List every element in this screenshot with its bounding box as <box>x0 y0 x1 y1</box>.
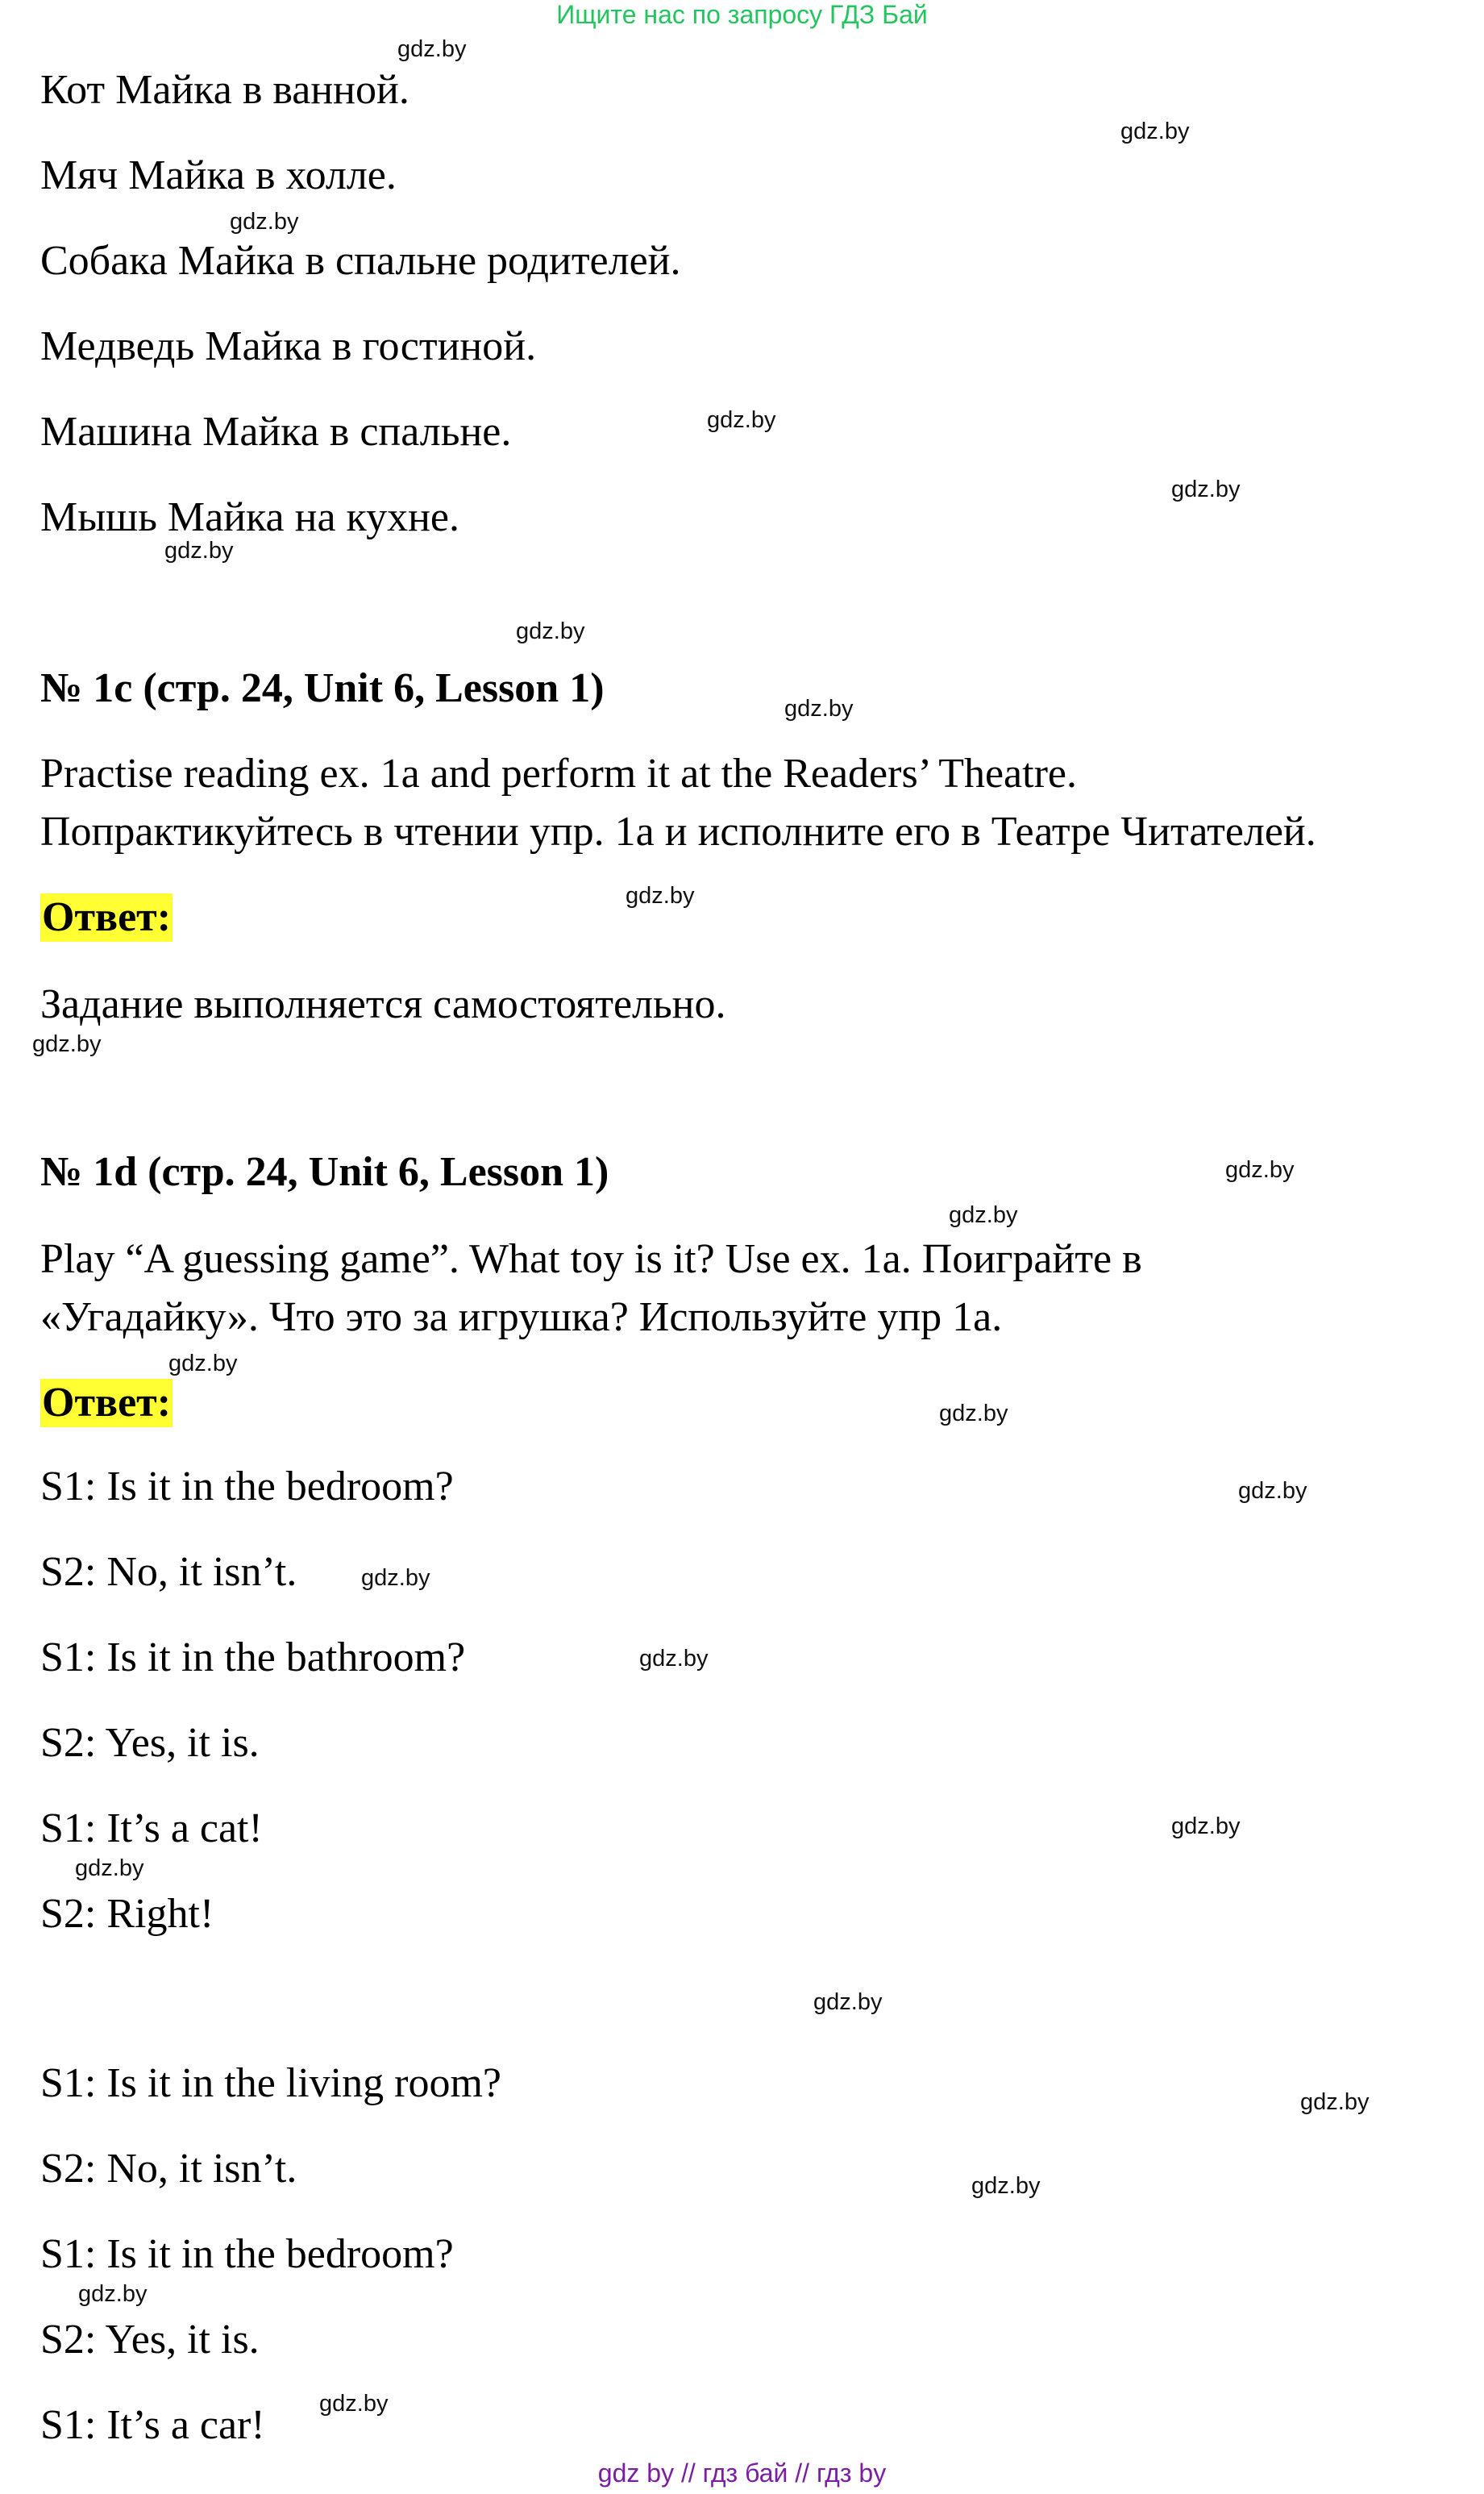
dialogue-line: S2: No, it isn’t. <box>40 2146 297 2192</box>
intro-line: Собака Майка в спальне родителей. <box>40 238 681 284</box>
watermark: gdz.by <box>361 1565 430 1591</box>
intro-line: Медведь Майка в гостиной. <box>40 323 537 369</box>
watermark: gdz.by <box>1225 1157 1295 1183</box>
watermark: gdz.by <box>707 407 776 433</box>
watermark: gdz.by <box>516 618 585 644</box>
dialogue-line: S2: Right! <box>40 1891 214 1937</box>
exercise-1c-task-ru: Попрактикуйтесь в чтении упр. 1а и исполните его в Театре Читателей. <box>40 809 1316 855</box>
watermark: gdz.by <box>32 1031 102 1057</box>
watermark: gdz.by <box>1238 1478 1307 1504</box>
watermark: gdz.by <box>78 2281 148 2307</box>
exercise-1c-task-en: Practise reading ex. 1a and perform it at the Readers’ Theatre. <box>40 751 1077 797</box>
watermark: gdz.by <box>784 696 854 722</box>
dialogue-line: S1: Is it in the bedroom? <box>40 2231 454 2277</box>
bottom-banner[interactable]: gdz by // гдз бай // гдз by <box>597 2459 887 2488</box>
dialogue-line: S2: No, it isn’t. <box>40 1549 297 1595</box>
watermark: gdz.by <box>1171 1813 1241 1839</box>
watermark: gdz.by <box>1171 477 1241 502</box>
exercise-1c-answer-text: Задание выполняется самостоятельно. <box>40 981 726 1027</box>
watermark: gdz.by <box>397 36 467 62</box>
watermark: gdz.by <box>319 2391 389 2417</box>
dialogue-line: S2: Yes, it is. <box>40 1720 260 1766</box>
watermark: gdz.by <box>949 1202 1018 1228</box>
dialogue-line: S1: Is it in the bathroom? <box>40 1634 466 1680</box>
watermark: gdz.by <box>971 2173 1041 2199</box>
intro-line: Машина Майка в спальне. <box>40 409 512 455</box>
intro-line: Мышь Майка на кухне. <box>40 494 459 540</box>
watermark: gdz.by <box>626 883 695 909</box>
watermark: gdz.by <box>168 1351 238 1376</box>
dialogue-line: S1: Is it in the living room? <box>40 2060 501 2106</box>
dialogue-line: S2: Yes, it is. <box>40 2317 260 2363</box>
exercise-1d-heading: № 1d (стр. 24, Unit 6, Lesson 1) <box>40 1149 609 1195</box>
exercise-1d-task-line: «Угадайку». Что это за игрушка? Используйте упр 1а. <box>40 1294 1003 1340</box>
watermark: gdz.by <box>1300 2089 1370 2115</box>
dialogue-line: S1: It’s a car! <box>40 2402 265 2448</box>
dialogue-line: S1: Is it in the bedroom? <box>40 1464 454 1509</box>
watermark: gdz.by <box>939 1401 1008 1426</box>
watermark: gdz.by <box>164 538 234 564</box>
watermark: gdz.by <box>639 1646 709 1672</box>
watermark: gdz.by <box>75 1855 144 1881</box>
exercise-1d-task-line: Play “A guessing game”. What toy is it? Use ex. 1a. Поиграйте в <box>40 1236 1142 1282</box>
exercise-1d-answer-label: Ответ: <box>42 1380 172 1426</box>
dialogue-line: S1: It’s a cat! <box>40 1805 263 1851</box>
watermark: gdz.by <box>230 209 299 235</box>
intro-line: Кот Майка в ванной. <box>40 67 409 113</box>
watermark: gdz.by <box>813 1989 883 2015</box>
intro-line: Мяч Майка в холле. <box>40 152 397 198</box>
top-banner[interactable]: Ищите нас по запросу ГДЗ Бай <box>556 0 928 29</box>
exercise-1c-answer-label: Ответ: <box>42 894 172 940</box>
exercise-1c-heading: № 1c (стр. 24, Unit 6, Lesson 1) <box>40 665 605 711</box>
watermark: gdz.by <box>1120 119 1190 144</box>
